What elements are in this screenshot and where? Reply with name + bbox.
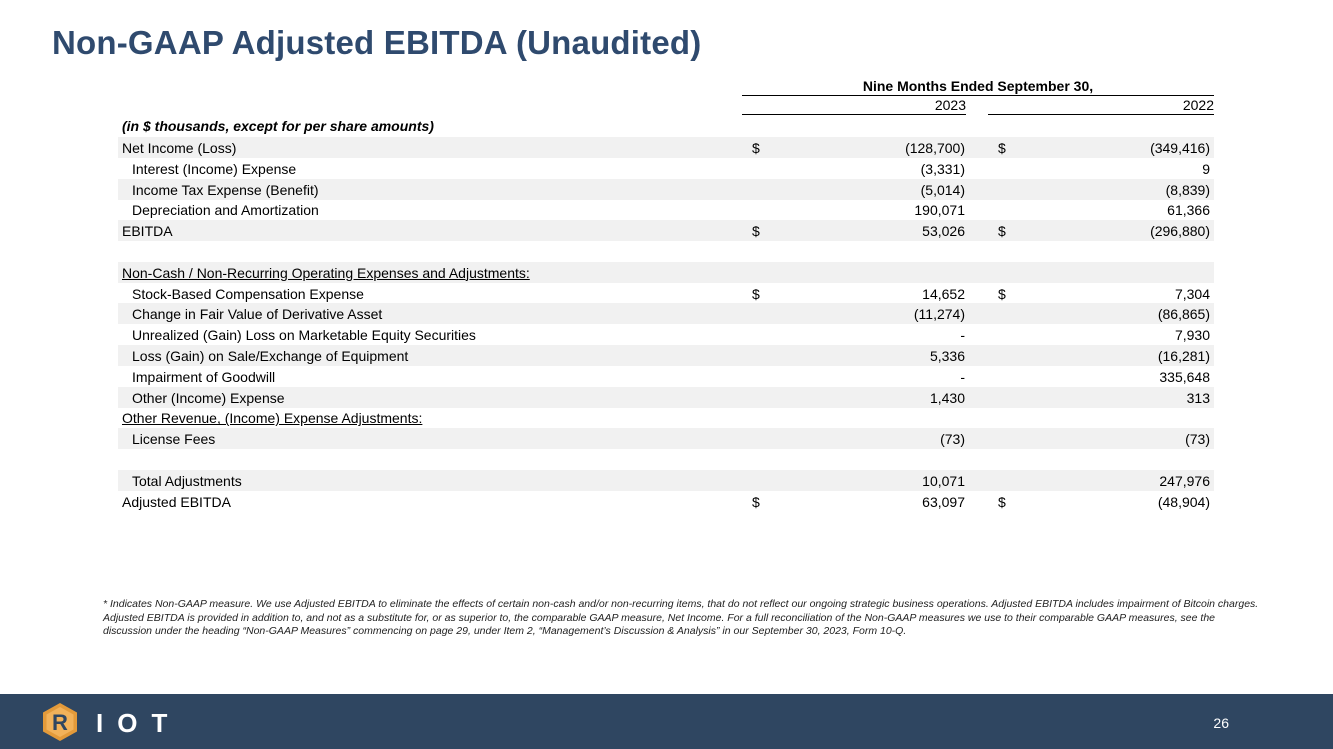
value-2022: (8,839) — [1165, 181, 1210, 198]
row-label: Income Tax Expense (Benefit) — [132, 181, 319, 198]
footnote: * Indicates Non-GAAP measure. We use Adjusted EBITDA to eliminate the effects of certain non-cash and/or non-recurring items, that do not reflect our ongoing strategic business operations. Adjusted EBITDA includes impairment of Bitcoin charges. Adjusted EBITDA is provided in addition to, and not as a substitute for, or as superior to, the comparable GAAP measure, Net Income. For a full reconciliation of the Non-GAAP measures we use to their comparable GAAP measures, see the discussion under the heading “Non-GAAP Measures” commencing on page 29, under Item 2, “Management’s Discussion & Analysis” in our September 30, 2023, Form 10-Q. — [103, 598, 1259, 637]
row-label: Net Income (Loss) — [122, 140, 237, 156]
value-2022: (86,865) — [1157, 306, 1210, 323]
table-row — [118, 449, 1214, 470]
value-2023: (5,014) — [920, 181, 965, 198]
value-2023: (11,274) — [913, 306, 965, 323]
table-row — [118, 387, 1214, 408]
table-row — [118, 241, 1214, 262]
value-2023: 53,026 — [922, 223, 965, 240]
value-2022: 7,304 — [1174, 285, 1210, 302]
table-row — [118, 137, 1214, 158]
row-label: Adjusted EBITDA — [122, 493, 231, 510]
value-2023: 5,336 — [929, 348, 965, 364]
currency-2022: $ — [998, 285, 1006, 302]
value-2022: 247,976 — [1159, 472, 1210, 489]
value-2022: (349,416) — [1150, 140, 1210, 156]
row-label: Stock-Based Compensation Expense — [132, 285, 364, 302]
table-row — [118, 324, 1214, 345]
value-2023: (73) — [940, 431, 965, 448]
period-header: Nine Months Ended September 30, — [742, 78, 1214, 96]
column-header-2022: 2022 — [988, 97, 1214, 115]
value-2022: 7,930 — [1174, 327, 1210, 344]
value-2022: (16,281) — [1157, 348, 1210, 364]
row-label: License Fees — [132, 431, 216, 448]
row-label: Interest (Income) Expense — [132, 160, 297, 177]
currency-2023: $ — [752, 285, 760, 302]
page-title: Non-GAAP Adjusted EBITDA (Unaudited) — [52, 24, 702, 61]
row-label: EBITDA — [122, 223, 173, 240]
table-row — [118, 158, 1214, 179]
row-label: Other Revenue, (Income) Expense Adjustments: — [122, 410, 423, 427]
value-2023: 63,097 — [922, 493, 965, 510]
footer-bar — [0, 694, 1333, 749]
row-label: Loss (Gain) on Sale/Exchange of Equipment — [132, 348, 409, 364]
table-row — [118, 470, 1214, 491]
value-2023: (3,331) — [920, 160, 965, 177]
hexagon-logo-icon — [40, 702, 80, 742]
table-row — [118, 262, 1214, 283]
logo-text: IOT — [96, 708, 182, 738]
table-row — [118, 199, 1214, 220]
table-row — [118, 283, 1214, 304]
currency-2022: $ — [998, 223, 1006, 240]
currency-2022: $ — [998, 493, 1006, 510]
currency-2022: $ — [998, 140, 1006, 156]
row-label: Unrealized (Gain) Loss on Marketable Equity Securities — [132, 327, 476, 344]
row-label: Depreciation and Amortization — [132, 202, 319, 219]
currency-2023: $ — [752, 140, 760, 156]
table-row — [118, 345, 1214, 366]
value-2023: - — [960, 327, 965, 344]
row-label: Other (Income) Expense — [132, 389, 285, 406]
value-2023: 190,071 — [914, 202, 965, 219]
value-2022: (73) — [1185, 431, 1210, 448]
table-row — [118, 303, 1214, 324]
table-row — [118, 491, 1214, 512]
table-row — [118, 428, 1214, 449]
value-2023: - — [960, 368, 965, 385]
value-2022: (48,904) — [1157, 493, 1210, 510]
row-label: Total Adjustments — [132, 472, 242, 489]
value-2022: 9 — [1202, 160, 1210, 177]
value-2023: 10,071 — [922, 472, 965, 489]
page-number: 26 — [1213, 715, 1229, 731]
value-2022: (296,880) — [1150, 223, 1210, 240]
currency-2023: $ — [752, 493, 760, 510]
row-label: Change in Fair Value of Derivative Asset — [132, 306, 383, 323]
row-label: Impairment of Goodwill — [132, 368, 276, 385]
value-2023: 14,652 — [922, 285, 965, 302]
table-row — [118, 220, 1214, 241]
value-2023: 1,430 — [929, 389, 965, 406]
table-row — [118, 407, 1214, 428]
value-2022: 313 — [1186, 389, 1210, 406]
value-2023: (128,700) — [905, 140, 965, 156]
table-row — [118, 179, 1214, 200]
column-header-2023: 2023 — [742, 97, 966, 115]
table-row — [118, 366, 1214, 387]
row-label: Non-Cash / Non-Recurring Operating Expenses and Adjustments: — [122, 264, 530, 281]
value-2022: 335,648 — [1159, 368, 1210, 385]
currency-2023: $ — [752, 223, 760, 240]
units-note: (in $ thousands, except for per share amounts) — [122, 118, 434, 134]
value-2022: 61,366 — [1167, 202, 1210, 219]
logo-mark: R — [52, 710, 68, 735]
